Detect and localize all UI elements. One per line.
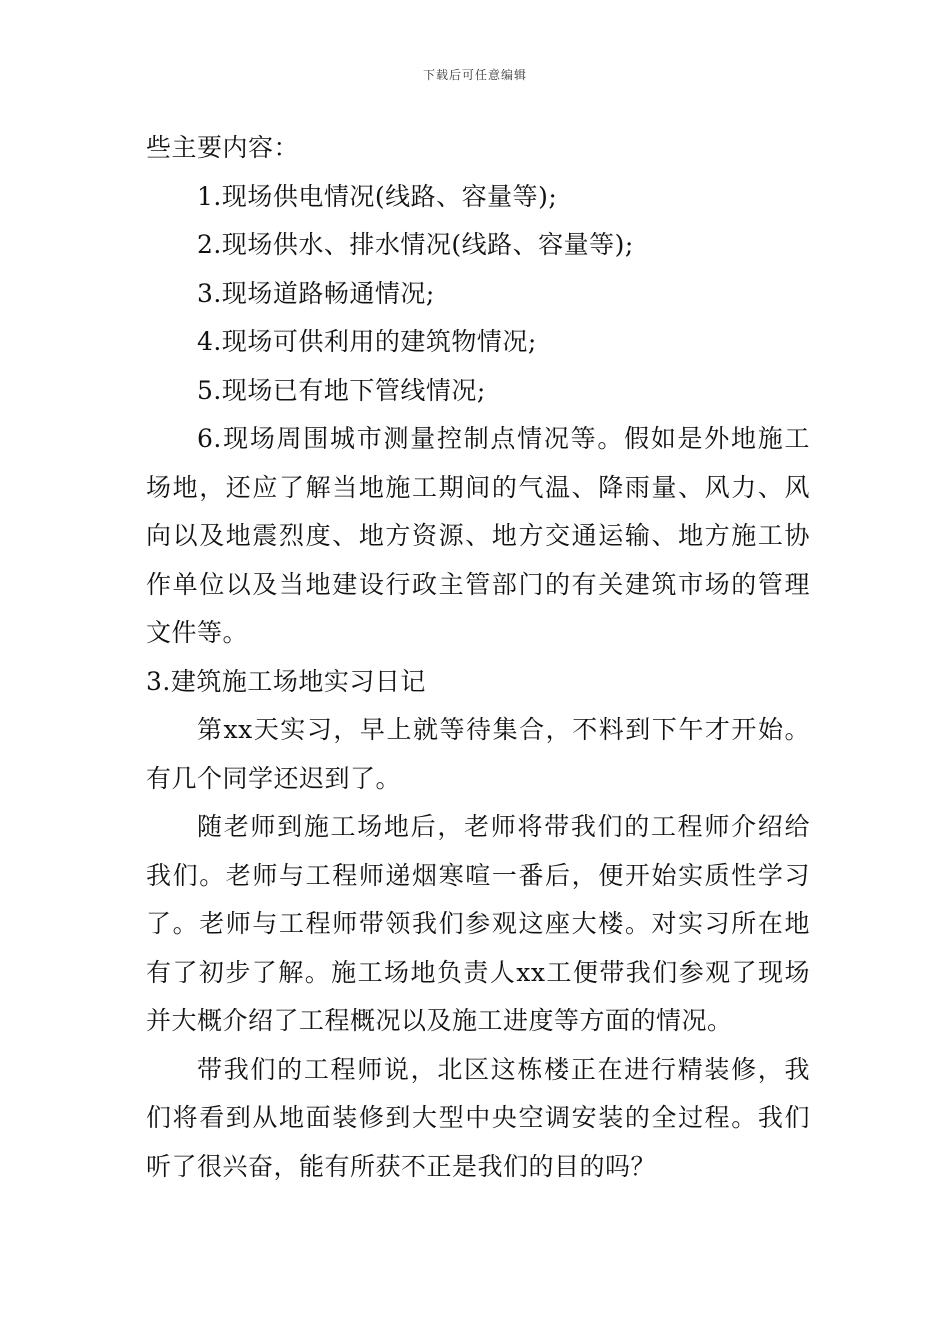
document-body — [146, 124, 810, 1191]
paragraph-line: 有了初步了解。施工场地负责人xx工便带我们参观了现场 — [146, 957, 810, 987]
list-item: 6.现场周围城市测量控制点情况等。假如是外地施工 — [197, 424, 810, 453]
list-item: 2.现场供水、排水情况(线路、容量等); — [197, 230, 634, 259]
paragraph-line: 听了很兴奋，能有所获不正是我们的目的吗？ — [146, 1151, 657, 1181]
paragraph-line: 带我们的工程师说，北区这栋楼正在进行精装修，我 — [197, 1054, 810, 1084]
text-line: 向以及地震烈度、地方资源、地方交通运输、地方施工协 — [146, 521, 810, 550]
list-item: 3.现场道路畅通情况; — [197, 278, 435, 308]
paragraph-line: 们将看到从地面装修到大型中央空调安装的全过程。我们 — [146, 1103, 810, 1132]
paragraph-line: 并大概介绍了工程概况以及施工进度等方面的情况。 — [146, 1006, 733, 1035]
list-item: 5.现场已有地下管线情况; — [197, 375, 486, 405]
text-line: 作单位以及当地建设行政主管部门的有关建筑市场的管理 — [146, 569, 810, 599]
paragraph-line: 随老师到施工场地后，老师将带我们的工程师介绍给 — [197, 812, 810, 841]
paragraph-line: 第xx天实习，早上就等待集合，不料到下午才开始。 — [197, 715, 810, 744]
paragraph-line: 有几个同学还迟到了。 — [146, 763, 402, 793]
list-item: 1.现场供电情况(线路、容量等); — [197, 181, 558, 211]
paragraph-line: 我们。老师与工程师递烟寒喧一番后，便开始实质性学习 — [146, 860, 810, 890]
download-note: 下载后可任意编辑 — [422, 68, 527, 82]
paragraph-line: 了。老师与工程师带领我们参观这座大楼。对实习所在地 — [146, 909, 810, 938]
section-heading: 3.建筑施工场地实习日记 — [146, 666, 426, 696]
list-item: 4.现场可供利用的建筑物情况; — [197, 327, 537, 356]
text-line: 文件等。 — [146, 618, 249, 647]
text-line: 些主要内容： — [146, 133, 300, 162]
text-line: 场地，还应了解当地施工期间的气温、降雨量、风力、风 — [146, 472, 810, 502]
